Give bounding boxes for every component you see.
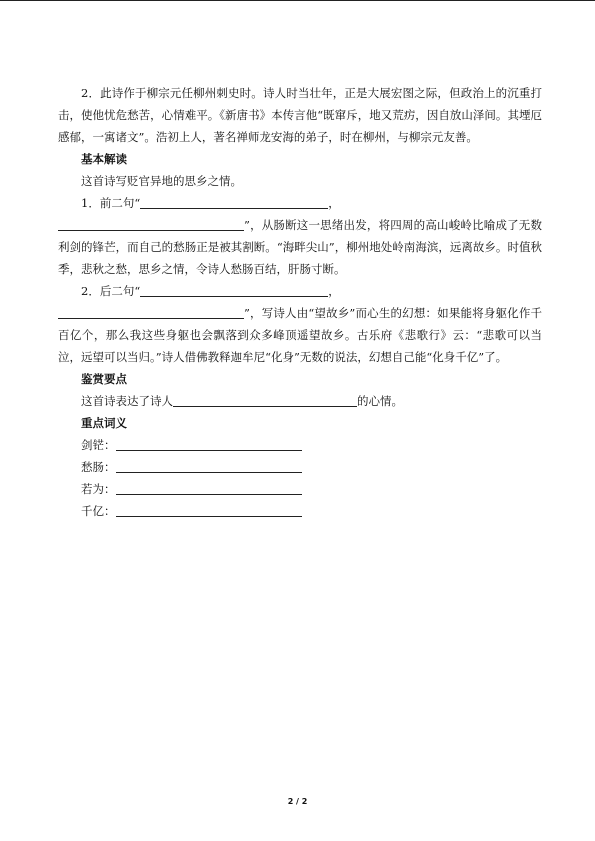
- key-word-term: 千亿：: [81, 504, 116, 518]
- basic-reading-heading: 基本解读: [81, 152, 127, 166]
- basic-reading-item-1: [58, 192, 542, 280]
- key-word-fill-blank[interactable]: [116, 481, 302, 495]
- key-word-term: 愁肠：: [81, 460, 116, 474]
- item-1-prefix: 1．前二句“: [81, 196, 141, 210]
- item-1-fill-blank-line-2[interactable]: [58, 217, 244, 231]
- note-2-paragraph: 2．此诗作于柳宗元任柳州刺史时。诗人时当壮年，正是大展宏图之际，但政治上的沉重打击，使他忧危愁苦，心情难平。《新唐书》本传言他“既窜斥，地又荒疠，因自放山泽间。其堙厄感郁，一寓诸文”。浩初上人，著名禅师龙安海的弟子，时在柳州，与柳宗元友善。: [58, 86, 542, 144]
- key-words-heading: 重点词义: [81, 416, 127, 430]
- item-2-prefix: 2．后二句“: [81, 284, 141, 298]
- page-top-border: [0, 0, 595, 1]
- item-2-fill-blank-line-2[interactable]: [58, 305, 244, 319]
- key-word-term: 剑铓：: [81, 438, 116, 452]
- key-word-fill-blank[interactable]: [116, 503, 302, 517]
- document-body: [58, 82, 542, 522]
- appreciation-prefix: 这首诗表达了诗人: [81, 394, 173, 408]
- key-word-row: [58, 500, 542, 522]
- appreciation-heading: 鉴赏要点: [81, 372, 127, 386]
- appreciation-suffix: 的心情。: [357, 394, 403, 408]
- item-1-explanation: ”，从肠断这一思绪出发，将四周的高山峻岭比喻成了无数利剑的锋芒，而自己的愁肠正是被其割断。“海畔尖山”，柳州地处岭南海滨，远离故乡。时值秋季，悲秋之愁，思乡之情，令诗人愁肠百结，肝肠寸断。: [58, 218, 542, 276]
- basic-reading-intro: 这首诗写贬官异地的思乡之情。: [81, 174, 242, 188]
- key-word-row: [58, 456, 542, 478]
- item-2-comma: ，: [328, 284, 340, 298]
- key-word-term: 若为：: [81, 482, 116, 496]
- item-1-comma: ，: [328, 196, 340, 210]
- item-2-explanation: ”，写诗人由“望故乡”而心生的幻想：如果能将身躯化作千百亿个，那么我这些身躯也会飘落到众多峰顶遥望故乡。古乐府《悲歌行》云：“悲歌可以当泣，远望可以当归。”诗人借佛教释迦牟尼“化身”无数的说法，幻想自己能“化身千亿”了。: [58, 306, 542, 364]
- item-2-fill-blank-line-1[interactable]: [140, 283, 328, 297]
- item-1-fill-blank-line-1[interactable]: [140, 195, 328, 209]
- appreciation-fill-blank[interactable]: [173, 393, 357, 407]
- basic-reading-item-2: [58, 280, 542, 368]
- page-number: 2 / 2: [287, 797, 308, 806]
- appreciation-sentence: [58, 390, 542, 412]
- key-word-fill-blank[interactable]: [116, 459, 302, 473]
- key-word-fill-blank[interactable]: [116, 437, 302, 451]
- key-word-row: [58, 478, 542, 500]
- key-word-row: [58, 434, 542, 456]
